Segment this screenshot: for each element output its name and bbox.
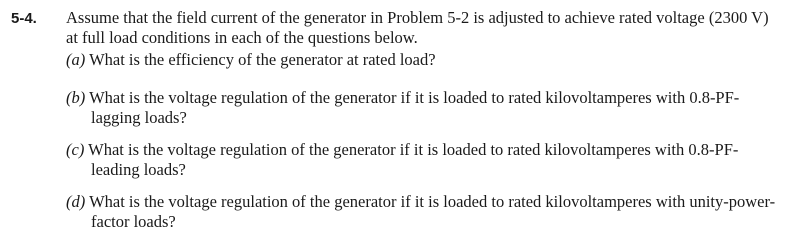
question-part-c [66, 140, 802, 180]
part-d-label: (d) [66, 192, 86, 211]
part-a-label: (a) [66, 50, 86, 69]
part-d-line-2: factor loads? [91, 212, 176, 231]
problem-stem-line-2: at full load conditions in each of the questions below. [66, 28, 418, 47]
part-b-label: (b) [66, 88, 86, 107]
part-d-line-1: What is the voltage regulation of the generator if it is loaded to rated kilovoltamperes with unity-power- [89, 192, 776, 211]
part-c-line-1: What is the voltage regulation of the generator if it is loaded to rated kilovoltamperes with 0.8-PF- [88, 140, 739, 159]
problem-stem [66, 8, 802, 48]
question-part-d [66, 192, 802, 232]
question-part-b [66, 88, 802, 128]
problem-number: 5-4. [11, 10, 37, 27]
part-c-label: (c) [66, 140, 85, 159]
part-b-line-1: What is the voltage regulation of the generator if it is loaded to rated kilovoltamperes with 0.8-PF- [89, 88, 740, 107]
part-b-line-2: lagging loads? [91, 108, 187, 127]
part-c-line-2: leading loads? [91, 160, 186, 179]
problem-stem-line-1: Assume that the field current of the generator in Problem 5-2 is adjusted to achieve rated voltage (2300 V) [66, 8, 769, 27]
question-part-a [66, 50, 802, 70]
part-a-text: What is the efficiency of the generator at rated load? [89, 50, 436, 69]
